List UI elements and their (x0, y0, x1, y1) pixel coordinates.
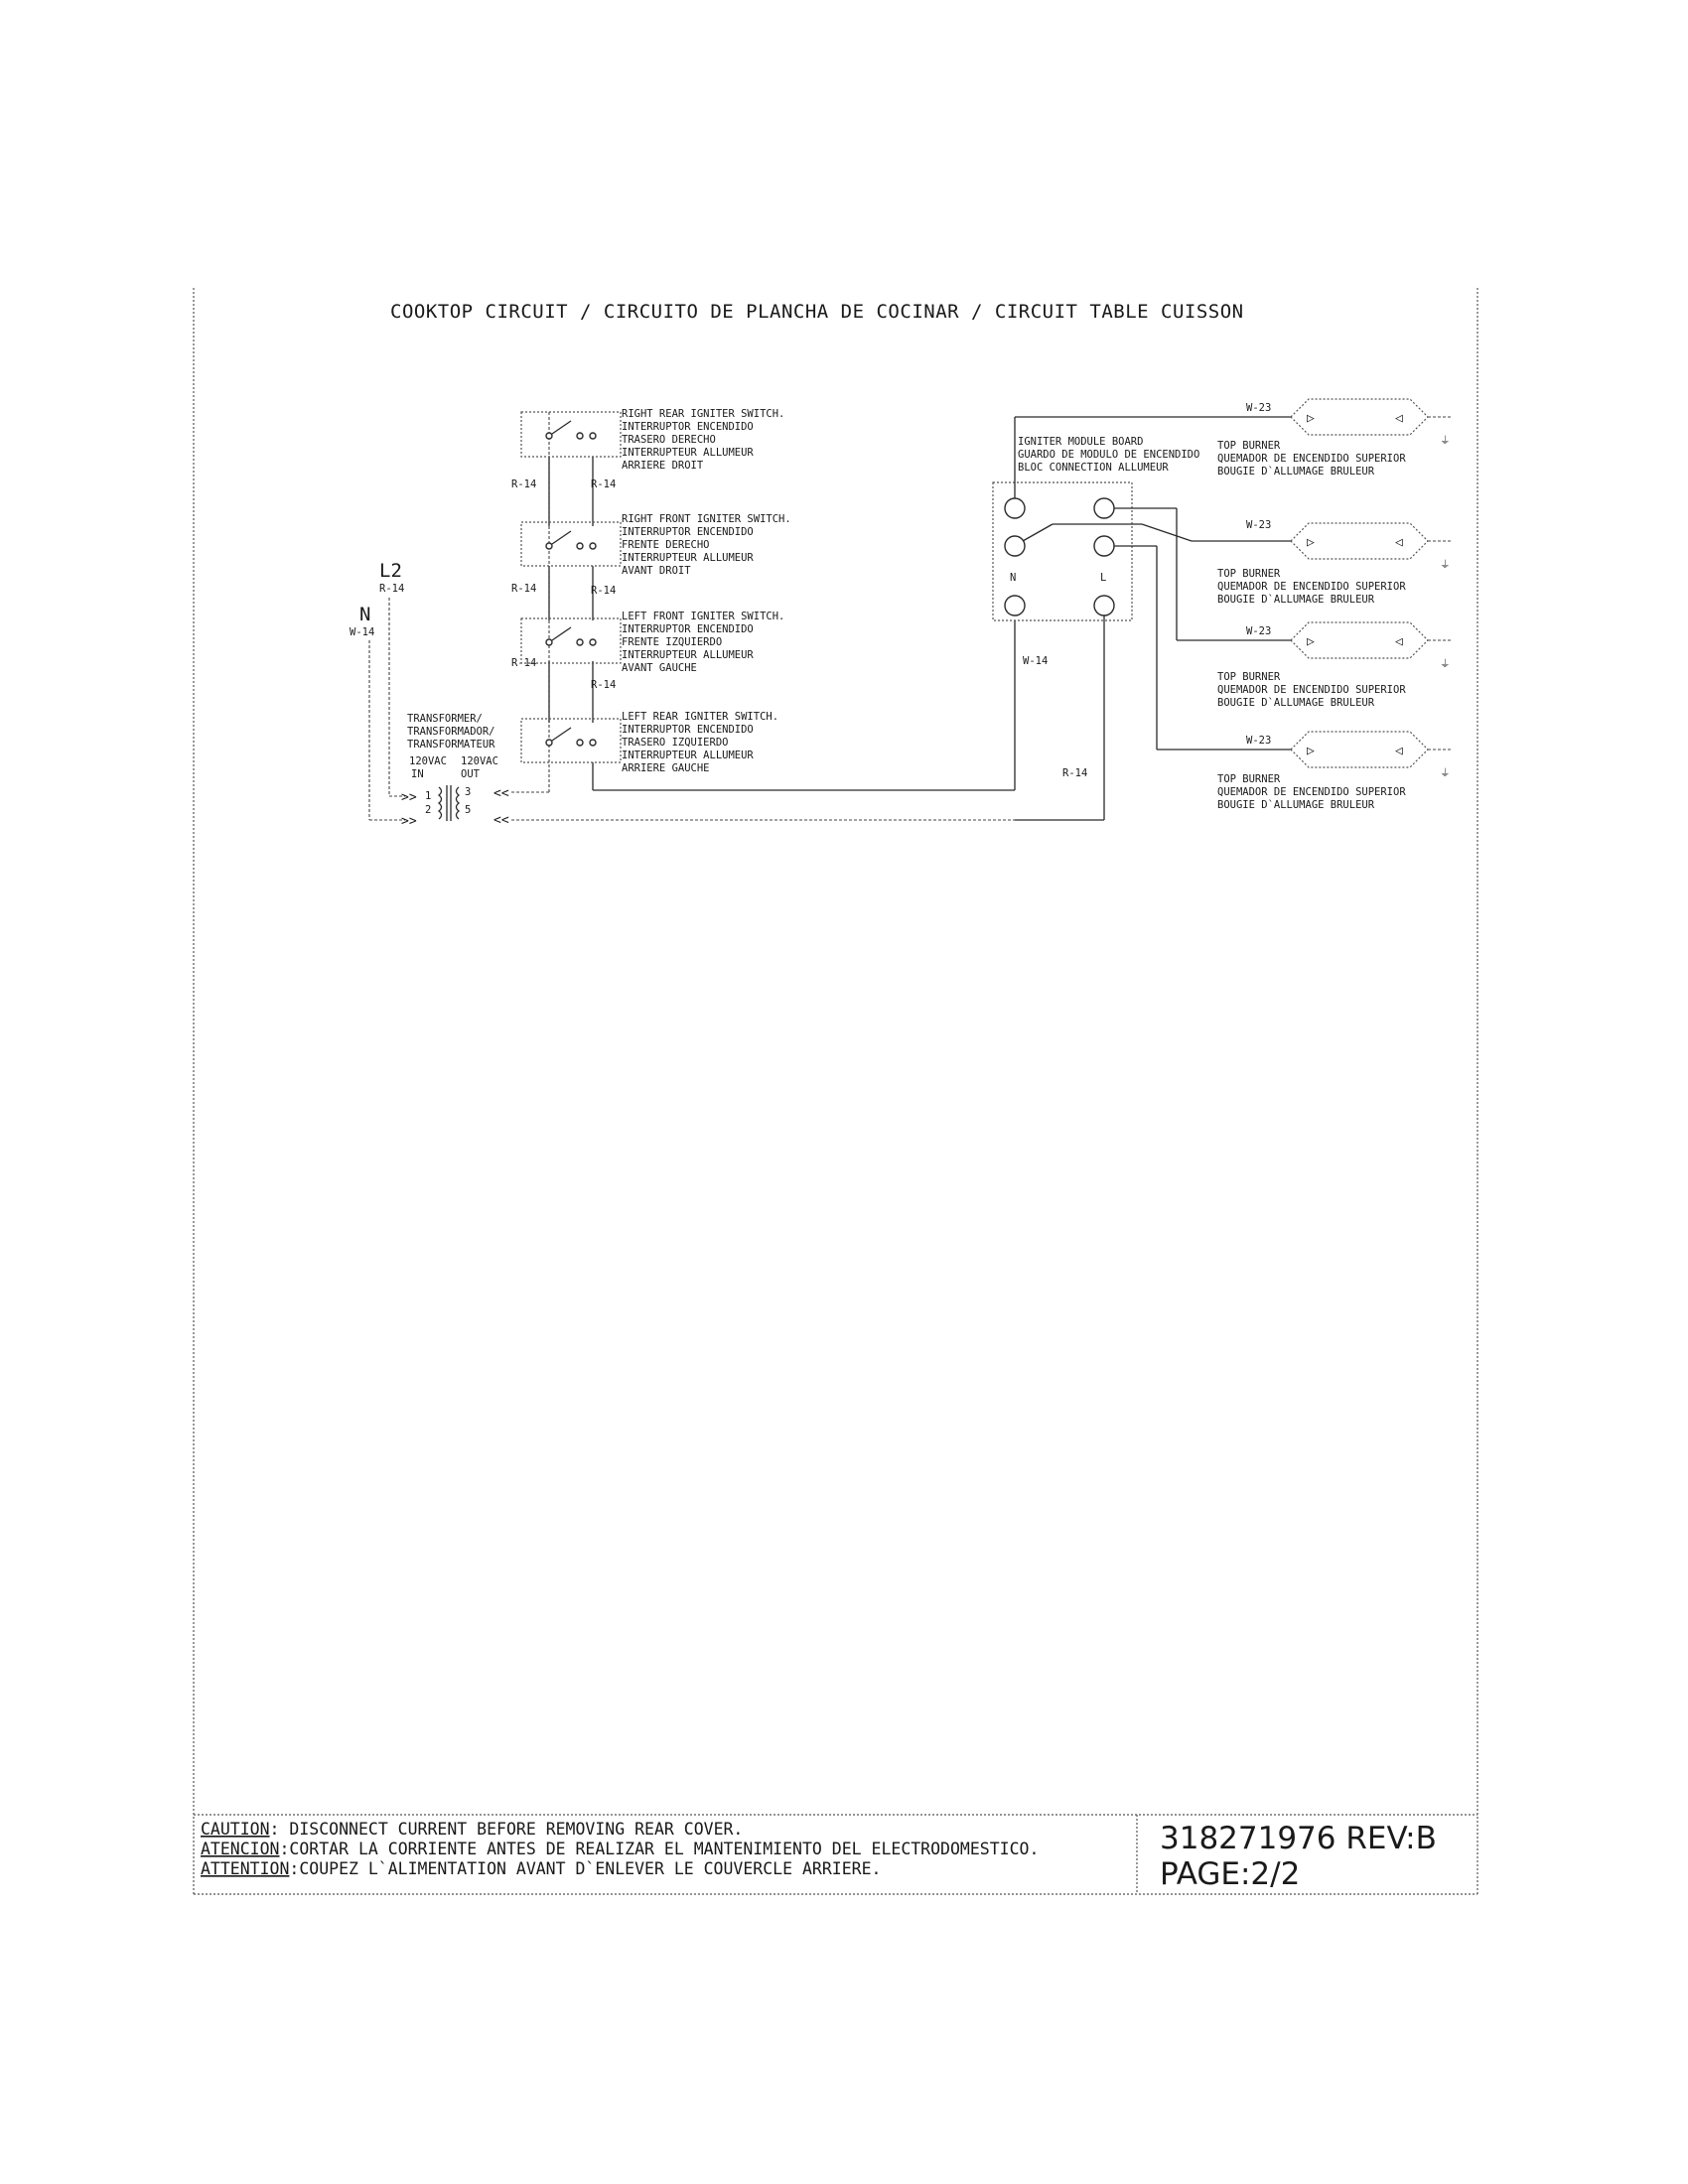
switch-label: RIGHT REAR IGNITER SWITCH. (622, 408, 785, 420)
switch-label: INTERRUPTOR ENCENDIDO (622, 724, 754, 736)
svg-text:◁: ◁ (1395, 634, 1403, 649)
n-wire-label: W-14 (350, 626, 375, 638)
top-burner (1217, 622, 1452, 709)
transformer (407, 713, 509, 828)
burner-label: QUEMADOR DE ENCENDIDO SUPERIOR (1217, 786, 1406, 798)
caution-text: : DISCONNECT CURRENT BEFORE REMOVING REAR COVER. (269, 1820, 744, 1839)
burner-wire-label: W-23 (1246, 519, 1272, 531)
module-label: GUARDO DE MODULO DE ENCENDIDO (1018, 449, 1200, 461)
top-burner (1217, 519, 1452, 606)
transformer-pin-2: 2 (425, 804, 432, 816)
n-label: N (359, 604, 371, 625)
caution-label: ATENCION (201, 1840, 280, 1858)
switch-label: INTERRUPTEUR ALLUMEUR (622, 649, 754, 661)
burner-label: QUEMADOR DE ENCENDIDO SUPERIOR (1217, 453, 1406, 465)
burner-label: QUEMADOR DE ENCENDIDO SUPERIOR (1217, 684, 1406, 696)
igniter-module-board (993, 436, 1199, 620)
switch-label: LEFT REAR IGNITER SWITCH. (622, 711, 779, 723)
svg-text:<<: << (493, 813, 509, 828)
switch-label: TRASERO IZQUIERDO (622, 737, 729, 749)
burner-wire-label: W-23 (1246, 735, 1272, 747)
svg-text:⏚: ⏚ (1440, 559, 1451, 571)
transformer-out-voltage: 120VAC (461, 755, 498, 767)
l2-label: L2 (379, 560, 402, 582)
switch-label: AVANT DROIT (622, 565, 691, 577)
svg-text:▷: ▷ (1307, 535, 1315, 550)
burner-label: TOP BURNER (1217, 440, 1281, 452)
switch-label: INTERRUPTEUR ALLUMEUR (622, 447, 754, 459)
transformer-pin-3: 3 (465, 786, 472, 798)
switch-label: INTERRUPTOR ENCENDIDO (622, 526, 754, 538)
module-l-wire-label: R-14 (1062, 767, 1088, 779)
module-n-wire-label: W-14 (1023, 655, 1049, 667)
burner-label: BOUGIE D`ALLUMAGE BRULEUR (1217, 594, 1375, 606)
transformer-pin-1: 1 (425, 790, 432, 802)
switch-bus-wires (549, 457, 1015, 790)
svg-text:⏚: ⏚ (1440, 658, 1451, 670)
svg-text:◁: ◁ (1395, 535, 1403, 550)
svg-text:⏚: ⏚ (1440, 767, 1451, 779)
module-label: BLOC CONNECTION ALLUMEUR (1018, 462, 1169, 474)
transformer-out-label: OUT (461, 768, 480, 780)
switch-wire-label: R-14 (591, 478, 617, 490)
switch-wire-label: R-14 (591, 679, 617, 691)
page-number: PAGE:2/2 (1160, 1856, 1301, 1892)
svg-text:◁: ◁ (1395, 411, 1403, 426)
module-label: IGNITER MODULE BOARD (1018, 436, 1144, 448)
burner-label: TOP BURNER (1217, 568, 1281, 580)
switch-wire-label: R-14 (511, 583, 537, 595)
svg-text:>>: >> (401, 790, 417, 805)
switch-wire-label: R-14 (511, 657, 537, 669)
burner-wire-label: W-23 (1246, 625, 1272, 637)
svg-text:▷: ▷ (1307, 634, 1315, 649)
transformer-label-3: TRANSFORMATEUR (407, 739, 495, 751)
caution-text: :COUPEZ L`ALIMENTATION AVANT D`ENLEVER LE COUVERCLE ARRIERE. (289, 1859, 882, 1878)
igniter-switch (521, 513, 791, 577)
switch-wire-label: R-14 (511, 478, 537, 490)
switch-label: FRENTE DERECHO (622, 539, 710, 551)
switch-label: ARRIERE DROIT (622, 460, 704, 472)
caution-line-fr (201, 1859, 881, 1878)
switch-label: INTERRUPTOR ENCENDIDO (622, 421, 754, 433)
switch-label: FRENTE IZQUIERDO (622, 636, 723, 648)
svg-text:▷: ▷ (1307, 411, 1315, 426)
caution-text: :CORTAR LA CORRIENTE ANTES DE REALIZAR EL MANTENIMIENTO DEL ELECTRODOMESTICO. (279, 1840, 1040, 1858)
transformer-label-1: TRANSFORMER/ (407, 713, 483, 725)
igniter-switch (521, 611, 784, 674)
burner-wire-label: W-23 (1246, 402, 1272, 414)
burner-label: BOUGIE D`ALLUMAGE BRULEUR (1217, 466, 1375, 478)
switch-wire-label: R-14 (591, 585, 617, 597)
supply-labels (350, 560, 404, 638)
l2-wire-label: R-14 (379, 583, 405, 595)
caution-label: CAUTION (201, 1820, 270, 1839)
switch-label: INTERRUPTEUR ALLUMEUR (622, 750, 754, 761)
part-number: 318271976 REV:B (1160, 1821, 1437, 1856)
switch-label: ARRIERE GAUCHE (622, 762, 710, 774)
svg-text:▷: ▷ (1307, 744, 1315, 758)
burner-label: BOUGIE D`ALLUMAGE BRULEUR (1217, 799, 1375, 811)
transformer-pin-5: 5 (465, 804, 472, 816)
transformer-label-2: TRANSFORMADOR/ (407, 726, 495, 738)
switch-label: INTERRUPTEUR ALLUMEUR (622, 552, 754, 564)
top-burner (1217, 732, 1452, 811)
igniter-switch (521, 408, 784, 472)
module-power-wires (1015, 615, 1104, 820)
sheet-frame (194, 288, 1477, 1894)
top-burner (1217, 399, 1452, 478)
switch-label: INTERRUPTOR ENCENDIDO (622, 623, 754, 635)
svg-text:>>: >> (401, 814, 417, 829)
svg-text:◁: ◁ (1395, 744, 1403, 758)
transformer-in-voltage: 120VAC (409, 755, 447, 767)
burner-label: TOP BURNER (1217, 671, 1281, 683)
module-l-terminal: L (1100, 572, 1107, 584)
switch-label: LEFT FRONT IGNITER SWITCH. (622, 611, 785, 622)
switch-wire-labels (511, 478, 616, 691)
svg-text:<<: << (493, 786, 509, 801)
burner-label: QUEMADOR DE ENCENDIDO SUPERIOR (1217, 581, 1406, 593)
igniter-switch (521, 711, 778, 774)
svg-text:⏚: ⏚ (1440, 435, 1451, 447)
transformer-in-label: IN (411, 768, 424, 780)
module-n-terminal: N (1010, 572, 1017, 584)
burner-label: TOP BURNER (1217, 773, 1281, 785)
burner-label: BOUGIE D`ALLUMAGE BRULEUR (1217, 697, 1375, 709)
switch-label: AVANT GAUCHE (622, 662, 697, 674)
caution-line-es (201, 1840, 1039, 1858)
caution-block (201, 1820, 1039, 1878)
diagram-title: COOKTOP CIRCUIT / CIRCUITO DE PLANCHA DE COCINAR / CIRCUIT TABLE CUISSON (390, 301, 1244, 323)
switch-label: RIGHT FRONT IGNITER SWITCH. (622, 513, 791, 525)
caution-line-en (201, 1820, 743, 1839)
switch-label: TRASERO DERECHO (622, 434, 716, 446)
caution-label: ATTENTION (201, 1859, 290, 1878)
